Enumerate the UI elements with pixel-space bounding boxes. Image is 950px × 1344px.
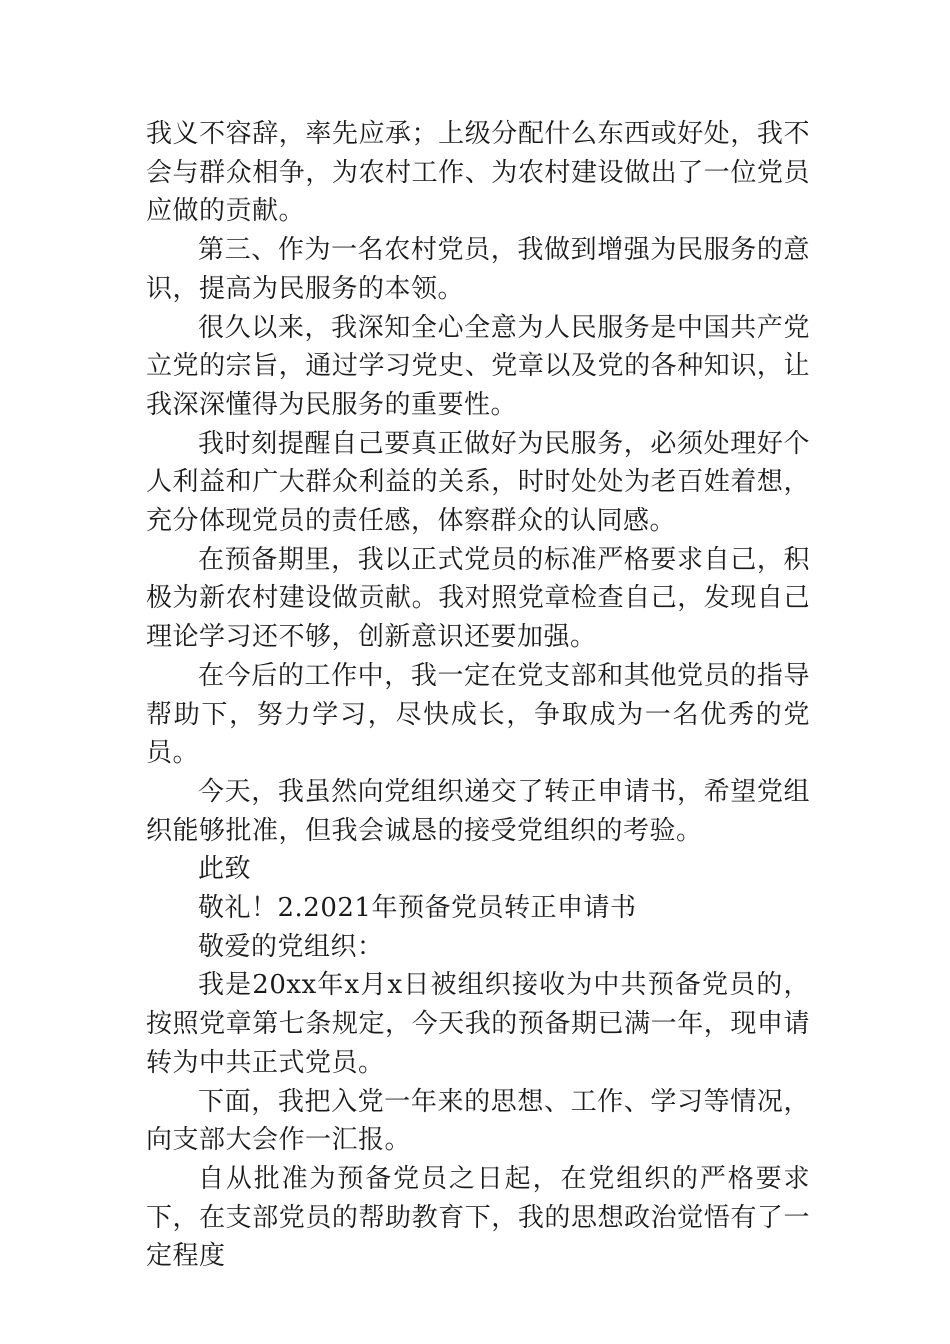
- paragraph-continuation: 我义不容辞，率先应承；上级分配什么东西或好处，我不会与群众相争，为农村工作、为农村建设做出了一位党员应做的贡献。: [146, 119, 810, 227]
- paragraph-report-intro: 下面，我把入党一年来的思想、工作、学习等情况，向支部大会作一汇报。: [146, 1086, 810, 1156]
- paragraph-since-approval: 自从批准为预备党员之日起，在党组织的严格要求下，在支部党员的帮助教育下，我的思想政治觉悟有了一定程度: [146, 1163, 810, 1272]
- paragraph-service-purpose: 很久以来，我深知全心全意为人民服务是中国共产党立党的宗旨，通过学习党史、党章以及党的各种知识，让我深深懂得为民服务的重要性。: [146, 312, 810, 420]
- paragraph-introduction: 我是20xx年x月x日被组织接收为中共预备党员的，按照党章第七条规定，今天我的预备期已满一年，现申请转为中共正式党员。: [146, 970, 810, 1078]
- paragraph-third-point: 第三、作为一名农村党员，我做到增强为民服务的意识，提高为民服务的本领。: [146, 235, 810, 304]
- letter-greeting: 敬爱的党组织：: [198, 931, 384, 962]
- paragraph-probation-period: 在预备期里，我以正式党员的标准严格要求自己，积极为新农村建设做贡献。我对照党章检查自己，发现自己理论学习还不够，创新意识还要加强。: [146, 544, 810, 653]
- closing-salutation: 此致: [198, 854, 252, 885]
- document-body: [146, 115, 810, 1276]
- paragraph-reminder: 我时刻提醒自己要真正做好为民服务，必须处理好个人利益和广大群众利益的关系，时时处处为老百姓着想，充分体现党员的责任感，体察群众的认同感。: [146, 428, 810, 537]
- paragraph-application-submitted: 今天，我虽然向党组织递交了转正申请书，希望党组织能够批准，但我会诚恳的接受党组织的考验。: [146, 776, 810, 846]
- closing-regards-and-section-title: 敬礼！2.2021年预备党员转正申请书: [198, 893, 637, 924]
- paragraph-future-work: 在今后的工作中，我一定在党支部和其他党员的指导帮助下，努力学习，尽快成长，争取成为一名优秀的党员。: [146, 660, 810, 769]
